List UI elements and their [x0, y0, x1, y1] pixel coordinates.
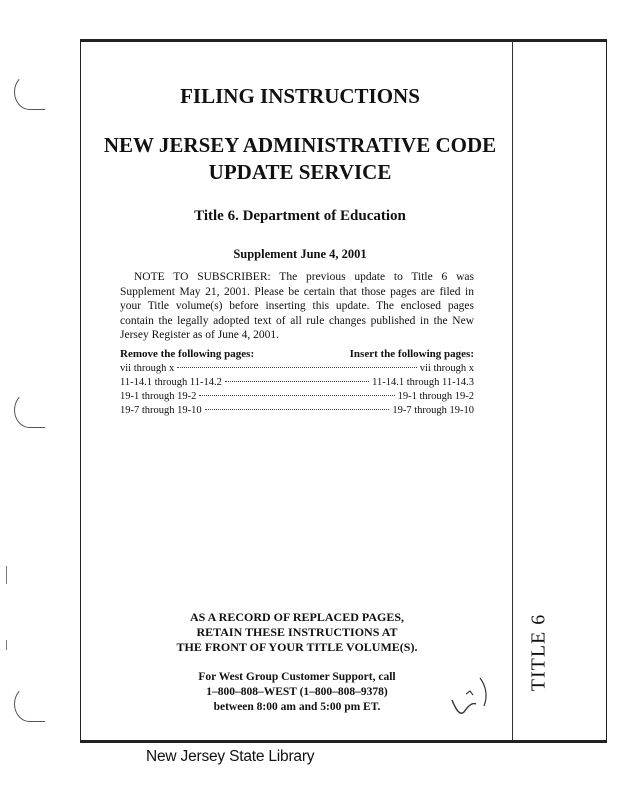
table-row: [120, 405, 474, 419]
support-line: For West Group Customer Support, call: [198, 671, 396, 683]
record-line: THE FRONT OF YOUR TITLE VOLUME(S).: [176, 640, 418, 654]
margin-tick: [6, 640, 7, 650]
remove-header: Remove the following pages:: [120, 348, 255, 360]
note-paragraph: NOTE TO SUBSCRIBER: The previous update to Title 6 was Supplement May 21, 2001. Please be certain that those pages are filed in your Title volume(s) before inserting this update. The enclosed pages contain the legally adopted text of all rule changes published in the New Jersey Register as of June 4, 2001.: [120, 271, 474, 341]
handwritten-mark-icon: [446, 672, 496, 722]
tab-divider-line: [512, 41, 513, 741]
table-row: [120, 363, 474, 377]
dot-leader: [225, 381, 369, 382]
frame-bottom-rule: [80, 740, 607, 743]
table-row: [120, 377, 474, 391]
tab-title: TITLE 6: [527, 613, 550, 691]
title-subtitle: Title 6. Department of Education: [194, 208, 406, 224]
pages-table: [120, 348, 474, 419]
insert-pages: 11-14.1 through 11-14.3: [372, 377, 474, 388]
supplement-date: Supplement June 4, 2001: [233, 247, 367, 261]
remove-pages: 11-14.1 through 11-14.2: [120, 377, 222, 388]
insert-header: Insert the following pages:: [349, 348, 474, 360]
page-title: FILING INSTRUCTIONS: [180, 84, 420, 108]
insert-pages: 19-7 through 19-10: [392, 405, 474, 416]
record-line: RETAIN THESE INSTRUCTIONS AT: [196, 625, 398, 639]
frame-top-rule: [80, 39, 607, 42]
customer-support: [120, 670, 474, 715]
record-notice: [120, 610, 474, 655]
hole-punch-mark: [14, 392, 45, 428]
remove-pages: 19-1 through 19-2: [120, 391, 197, 402]
record-line: AS A RECORD OF REPLACED PAGES,: [189, 610, 405, 624]
code-title: [90, 132, 510, 186]
hole-punch-mark: [14, 74, 45, 110]
remove-pages: vii through x: [120, 363, 175, 374]
code-title-line: NEW JERSEY ADMINISTRATIVE CODE: [103, 133, 497, 157]
dot-leader: [199, 395, 394, 396]
library-stamp: New Jersey State Library: [146, 748, 315, 765]
insert-pages: 19-1 through 19-2: [397, 391, 474, 402]
code-title-line: UPDATE SERVICE: [208, 160, 392, 184]
table-row: [120, 391, 474, 405]
dot-leader: [177, 367, 417, 368]
support-phone: 1–800–808–WEST (1–800–808–9378): [206, 686, 388, 698]
remove-pages: 19-7 through 19-10: [120, 405, 202, 416]
dot-leader: [205, 409, 390, 410]
subscriber-note: [120, 270, 474, 343]
margin-tick: [6, 566, 7, 584]
support-hours: between 8:00 am and 5:00 pm ET.: [213, 701, 381, 713]
insert-pages: vii through x: [419, 363, 474, 374]
hole-punch-mark: [14, 686, 45, 722]
tab-label: [514, 612, 564, 692]
pages-table-header: [120, 348, 474, 360]
